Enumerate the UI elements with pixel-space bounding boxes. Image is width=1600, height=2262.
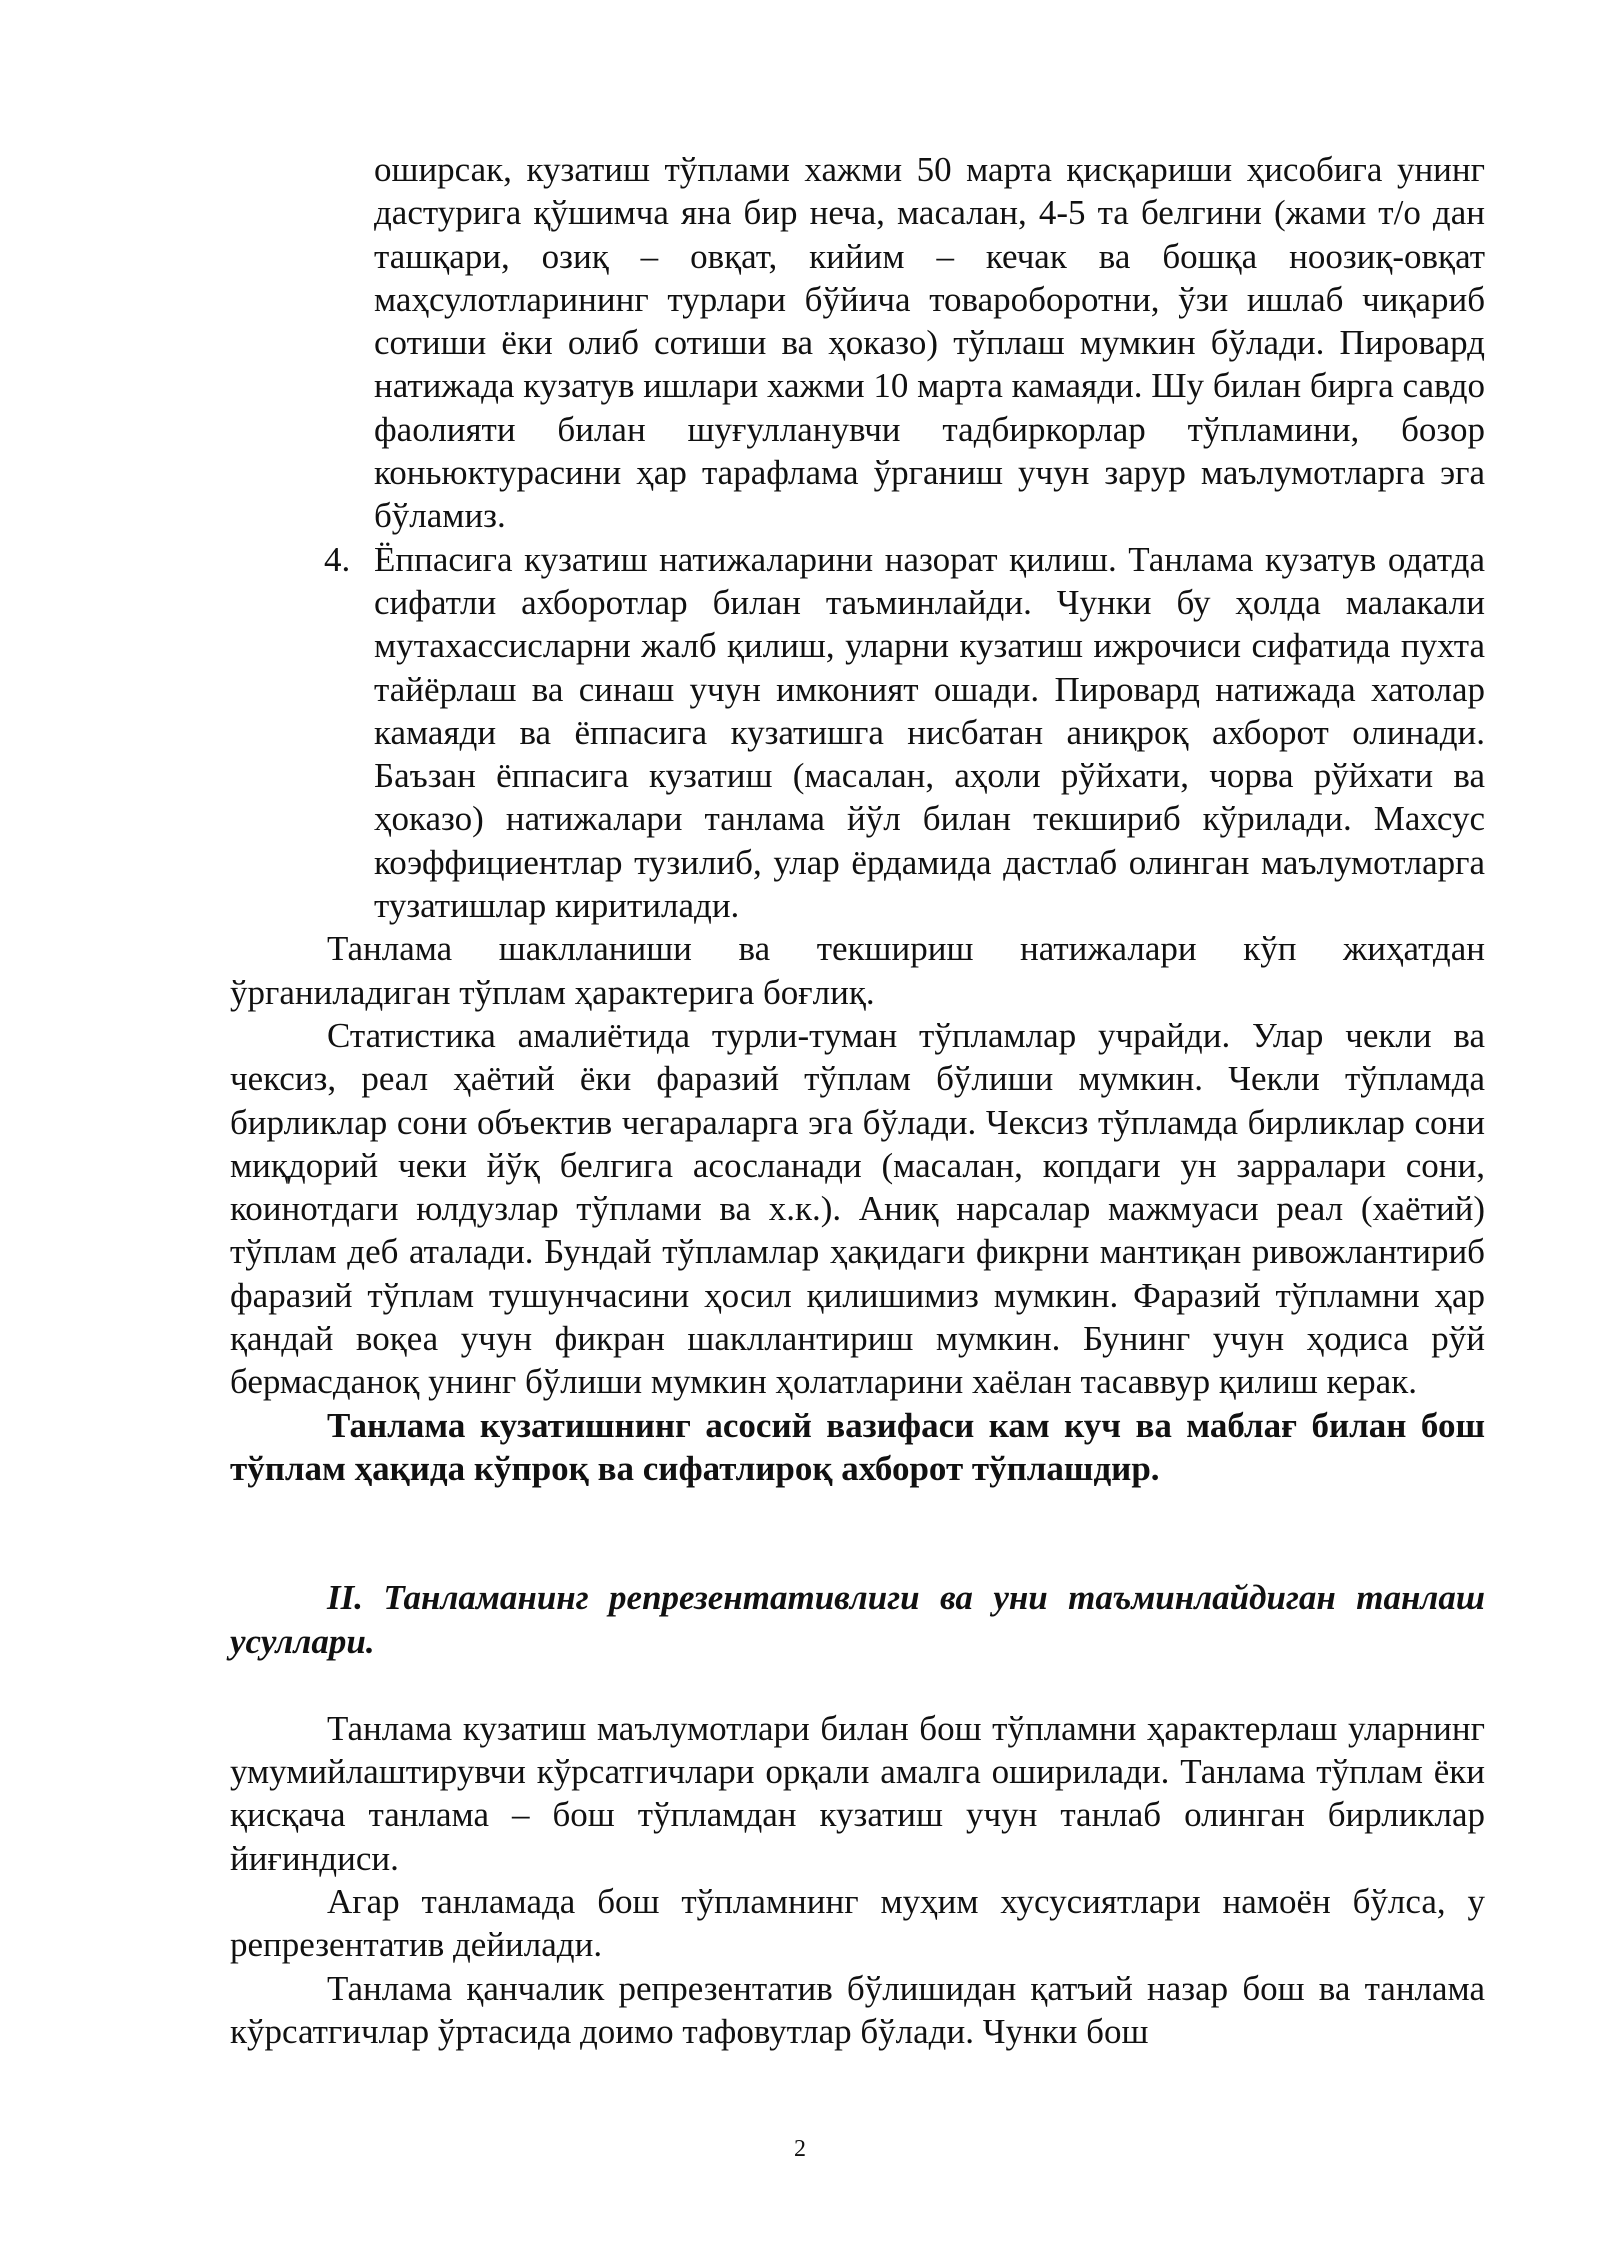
list-item-text: Ёппасига кузатиш натижаларини назорат қилиш. Танлама кузатув одатда сифатли ахборотлар билан таъминлайди. Чунки бу ҳолда малакали мутахассисларни жалб қилиш, уларни кузатиш ижрочиси сифатида пухта тайёрлаш ва синаш учун имконият ошади. Пировард натижада хатолар камаяди ва ёппасига кузатишга нисбатан аниқроқ ахборот олинади. Баъзан ёппасига кузатиш (масалан, аҳоли рўйхати, чорва рўйхати ва ҳоказо) натижалари танлама йўл билан текшириб кўрилади. Махсус коэффициентлар тузилиб, улар ёрдамида дастлаб олинган маълумотларга тузатишлар киритилади. bbox=[374, 539, 1485, 926]
bold-statement: Танлама кузатишнинг асосий вазифаси кам куч ва маблағ билан бош тўплам ҳақида кўпроқ ва сифатлироқ ахборот тўплашдир. bbox=[230, 1405, 1485, 1488]
list-item-4 bbox=[230, 538, 1485, 928]
paragraph-4: Агар танламада бош тўпламнинг муҳим хусусиятлари намоён бўлса, у репрезентатив дейилади. bbox=[230, 1881, 1485, 1965]
list-number: 4. bbox=[324, 539, 351, 579]
paragraph-1: Танлама шаклланиши ва текшириш натижалари кўп жиҳатдан ўрганиладиган тўплам ҳарактерига боғлиқ. bbox=[230, 929, 1485, 1012]
paragraph-3: Танлама кузатиш маълумотлари билан бош тўпламни ҳарактерлаш уларнинг умумийлаштирувчи кўрсатгичлари орқали амалга оширилади. Танлама тўплам ёки қисқача танлама – бош тўпламдан кузатиш учун танлаб олинган бирликлар йиғиндиси. bbox=[230, 1708, 1485, 1878]
paragraph-2: Статистика амалиётида турли-туман тўпламлар учрайди. Улар чекли ва чексиз, реал ҳаётий ёки фаразий тўплам бўлиши мумкин. Чекли тўпламда бирликлар сони объектив чегараларга эга бўлади. Чексиз тўпламда бирликлар сони миқдорий чеки йўқ белгига асосланади (масалан, копдаги ун зарралари сони, коинотдаги юлдузлар тўплами ва х.к.). Аниқ нарсалар мажмуаси реал (хаётий) тўплам деб аталади. Бундай тўпламлар ҳақидаги фикрни мантиқан ривожлантириб фаразий тўплам тушунчасини ҳосил қилишимиз мумкин. Фаразий тўпламни ҳар қандай воқеа учун фикран шакллантириш мумкин. Бунинг учун ҳодиса рўй бермасданоқ унинг бўлиши мумкин ҳолатларини хаёлан тасаввур қилиш керак. bbox=[230, 1015, 1485, 1402]
page-number: 2 bbox=[794, 2136, 806, 2162]
paragraph-5: Танлама қанчалик репрезентатив бўлишидан қатъий назар бош ва танлама кўрсатгичлар ўртасида доимо тафовутлар бўлади. Чунки бош bbox=[230, 1968, 1485, 2051]
section-heading: II. Танламанинг репрезентативлиги ва уни таъминлайдиган танлаш усуллари. bbox=[230, 1578, 1485, 1661]
continuation-paragraph: оширсак, кузатиш тўплами хажми 50 марта қисқариши ҳисобига унинг дастурига қўшимча яна бир неча, масалан, 4-5 та белгини (жами т/о дан ташқари, озиқ – овқат, кийим – кечак ва бошқа ноозиқ-овқат маҳсулотларининг турлари бўйича товароборотни, ўзи ишлаб чиқариб сотиши ёки олиб сотиши ва ҳоказо) тўплаш мумкин бўлади. Пировард натижада кузатув ишлари хажми 10 марта камаяди. Шу билан бирга савдо фаолияти билан шуғулланувчи тадбиркорлар тўпламини, бозор коньюктурасини ҳар тарафлама ўрганиш учун зарур маълумотларга эга бўламиз. bbox=[374, 150, 1485, 536]
document-body bbox=[230, 148, 1485, 2053]
